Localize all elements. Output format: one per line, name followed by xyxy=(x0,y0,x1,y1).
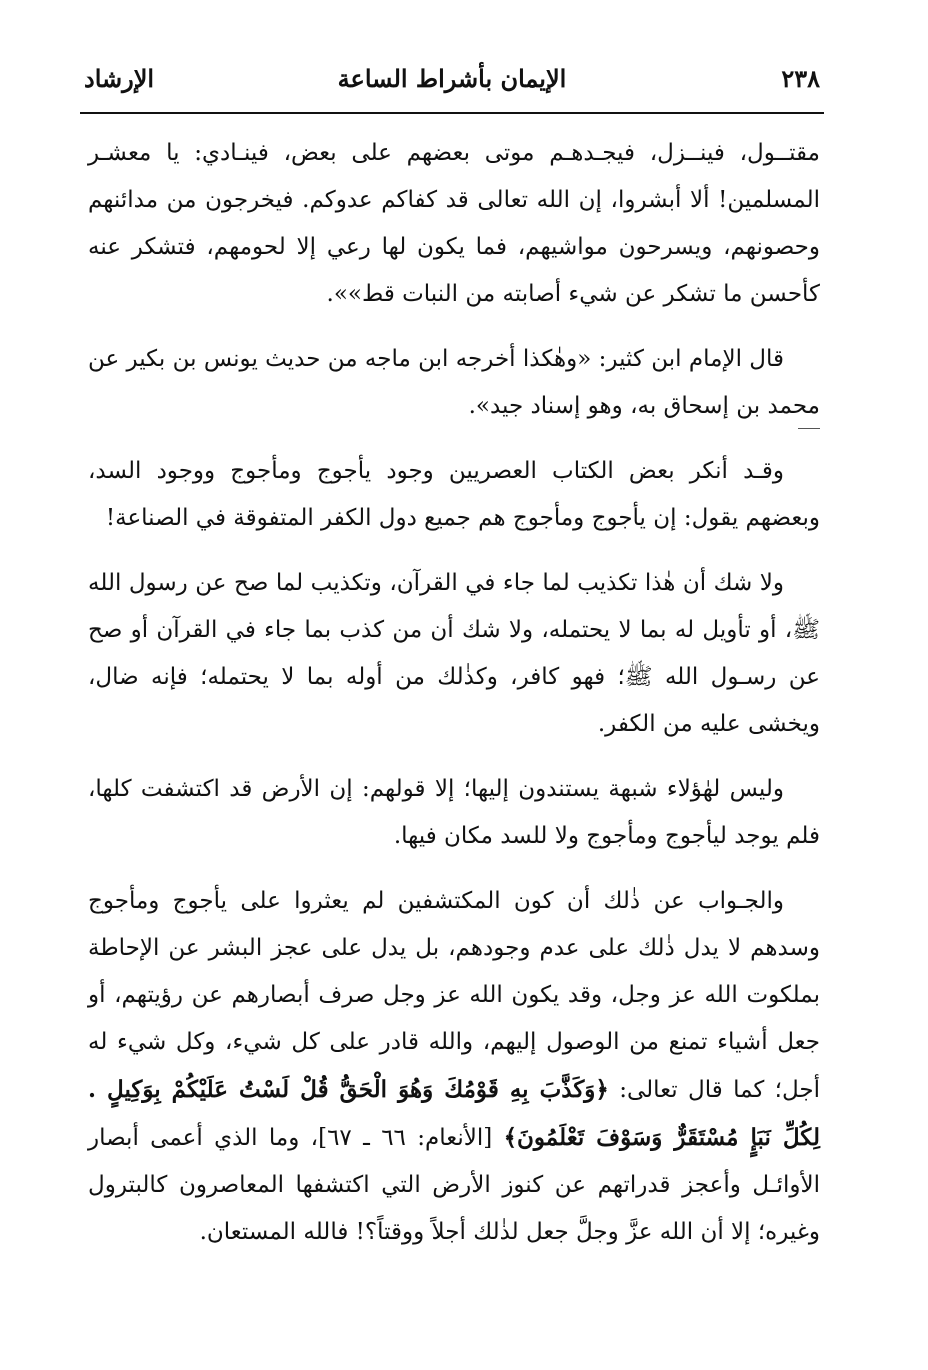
paragraph-2: قال الإمام ابن كثير: «وهٰكذا أخرجه ابن ماجه من حديث يونس بن بكير عن محمد بن إسحاق به، وهو إسناد جيد». xyxy=(88,346,820,419)
paragraph-6-text-end: [الأنعام: ٦٦ ـ ٦٧]، وما الذي أعمى أبصار الأوائـل وأعجز قدراتهم عن كنوز الأرض التي اكتشفها المعاصرون كالبترول وغيره؛ إلا أن الله عزَّ وجلَّ جعل لذٰلك أجلاً ووقتاً؟! فالله المستعان. xyxy=(88,1125,820,1245)
paragraph-1: مقتــول، فينــزل، فيجـدهـم موتى بعضهم على بعض، فينـادي: يا معشـر المسلمين! ألا أبشروا، إن الله تعالى قد كفاكم عدوكم. فيخرجون من مدائنهم وحصونهم، ويسرحون مواشيهم، فما يكون لها رعي إلا لحومهم، فتشكر عنه كأحسن ما تشكر عن شيء أصابته من النبات قط»». xyxy=(88,140,820,307)
book-title: الإرشاد xyxy=(84,64,155,93)
page-number: ٢٣٨ xyxy=(781,64,820,93)
page-body xyxy=(88,130,820,1274)
footnote-mark-rule xyxy=(798,428,820,429)
paragraph-6 xyxy=(88,878,820,1256)
paragraph-4: ولا شك أن هٰذا تكذيب لما جاء في القرآن، وتكذيب لما صح عن رسول الله ﷺ، أو تأويل له بما لا يحتمله، ولا شك أن من كذب بما جاء في القرآن أو صح عن رسـول الله ﷺ؛ فهو كافر، وكذٰلك من أوله بما لا يحتمله؛ فإنه ضال، ويخشى عليه من الكفر. xyxy=(88,570,820,737)
paragraph-6-text: والجـواب عن ذٰلك أن كون المكتشفين لم يعثروا على يأجوج ومأجوج وسدهم لا يدل ذٰلك على عدم وجودهم، بل يدل على عجز البشر عن الإحاطة بملكوت الله عز وجل، وقد يكون الله عز وجل صرف أبصارهم عن رؤيتهم، أو جعل أشياء تمنع من الوصول إليهم، والله قادر على كل شيء، وكل شيء له أجل؛ كما قال تعالى: xyxy=(88,888,821,1103)
paragraph-3: وقـد أنكر بعض الكتاب العصريين وجود يأجوج ومأجوج ووجود السد، وبعضهم يقول: إن يأجوج ومأجوج هم جميع دول الكفر المتفوقة في الصناعة! xyxy=(88,458,820,531)
quran-verse: ﴿وَكَذَّبَ بِهِ قَوْمُكَ وَهُوَ الْحَقُّ قُلْ لَسْتُ عَلَيْكُمْ بِوَكِيلٍ . لِكُلِّ نَبَإٍ مُسْتَقَرٌّ وَسَوْفَ تَعْلَمُونَ﴾ xyxy=(88,1076,821,1151)
page-header xyxy=(84,64,820,108)
running-title: الإيمان بأشراط الساعة xyxy=(337,64,567,93)
header-rule xyxy=(80,112,824,114)
paragraph-5: وليس لهٰؤلاء شبهة يستندون إليها؛ إلا قولهم: إن الأرض قد اكتشفت كلها، فلم يوجد ليأجوج ومأجوج ولا للسد مكان فيها. xyxy=(88,776,820,849)
